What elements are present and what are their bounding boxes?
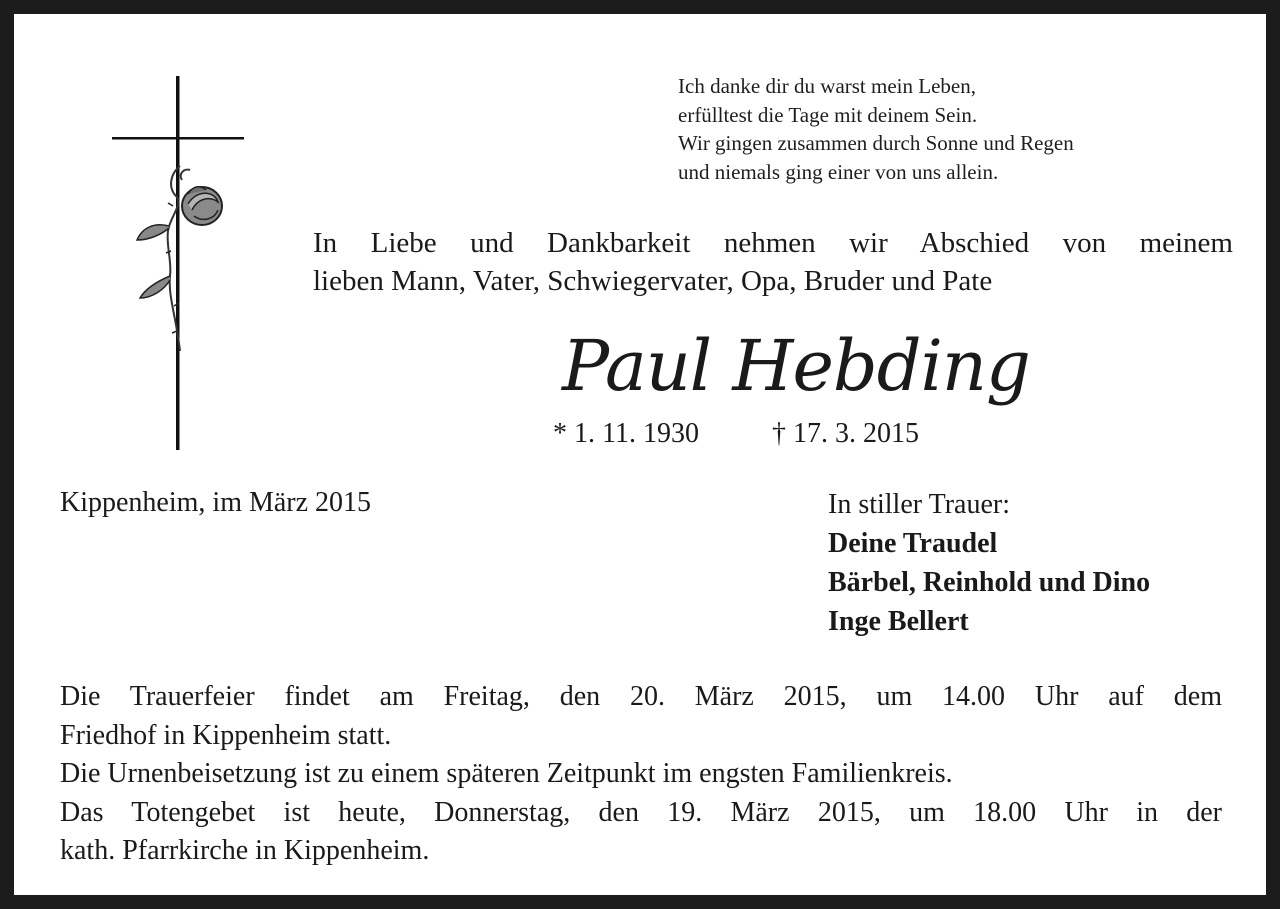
details-line: Das Totengebet ist heute, Donnerstag, den 19. März 2015, um 18.00 Uhr in der xyxy=(60,796,1222,828)
place-and-date: Kippenheim, im März 2015 xyxy=(60,487,372,518)
cross-with-rose-icon xyxy=(110,76,250,456)
intro-line: lieben Mann, Vater, Schwiegervater, Opa, Bruder und Pate xyxy=(313,265,993,297)
details-line: Die Trauerfeier findet am Freitag, den 20. März 2015, um 14.00 Uhr auf dem xyxy=(60,681,1222,712)
mourners-heading: In stiller Trauer: xyxy=(828,489,1010,520)
poem-line: Ich danke dir du warst mein Leben, xyxy=(678,74,976,98)
poem xyxy=(678,72,1248,186)
mourner-name: Inge Bellert xyxy=(828,606,969,637)
details-line: kath. Pfarrkirche in Kippenheim. xyxy=(60,835,430,866)
mourner-name: Bärbel, Reinhold und Dino xyxy=(828,567,1151,598)
deceased-name: Paul Hebding xyxy=(562,325,1030,407)
mourner-name: Deine Traudel xyxy=(828,528,998,559)
mourners-block xyxy=(828,485,1150,641)
life-dates xyxy=(553,416,919,452)
service-details xyxy=(60,678,1222,871)
obituary-notice xyxy=(14,14,1266,895)
intro-line: In Liebe und Dankbarkeit nehmen wir Abschied von meinem xyxy=(313,227,1233,259)
farewell-intro xyxy=(313,224,1233,300)
death-date: † 17. 3. 2015 xyxy=(771,418,919,449)
birth-date: * 1. 11. 1930 xyxy=(553,418,699,449)
poem-line: und niemals ging einer von uns allein. xyxy=(678,159,999,184)
poem-line: Wir gingen zusammen durch Sonne und Regen xyxy=(678,131,1074,155)
details-line: Die Urnenbeisetzung ist zu einem späteren Zeitpunkt im engsten Familienkreis. xyxy=(60,758,953,789)
poem-line: erfülltest die Tage mit deinem Sein. xyxy=(678,102,978,127)
details-line: Friedhof in Kippenheim statt. xyxy=(60,719,392,751)
